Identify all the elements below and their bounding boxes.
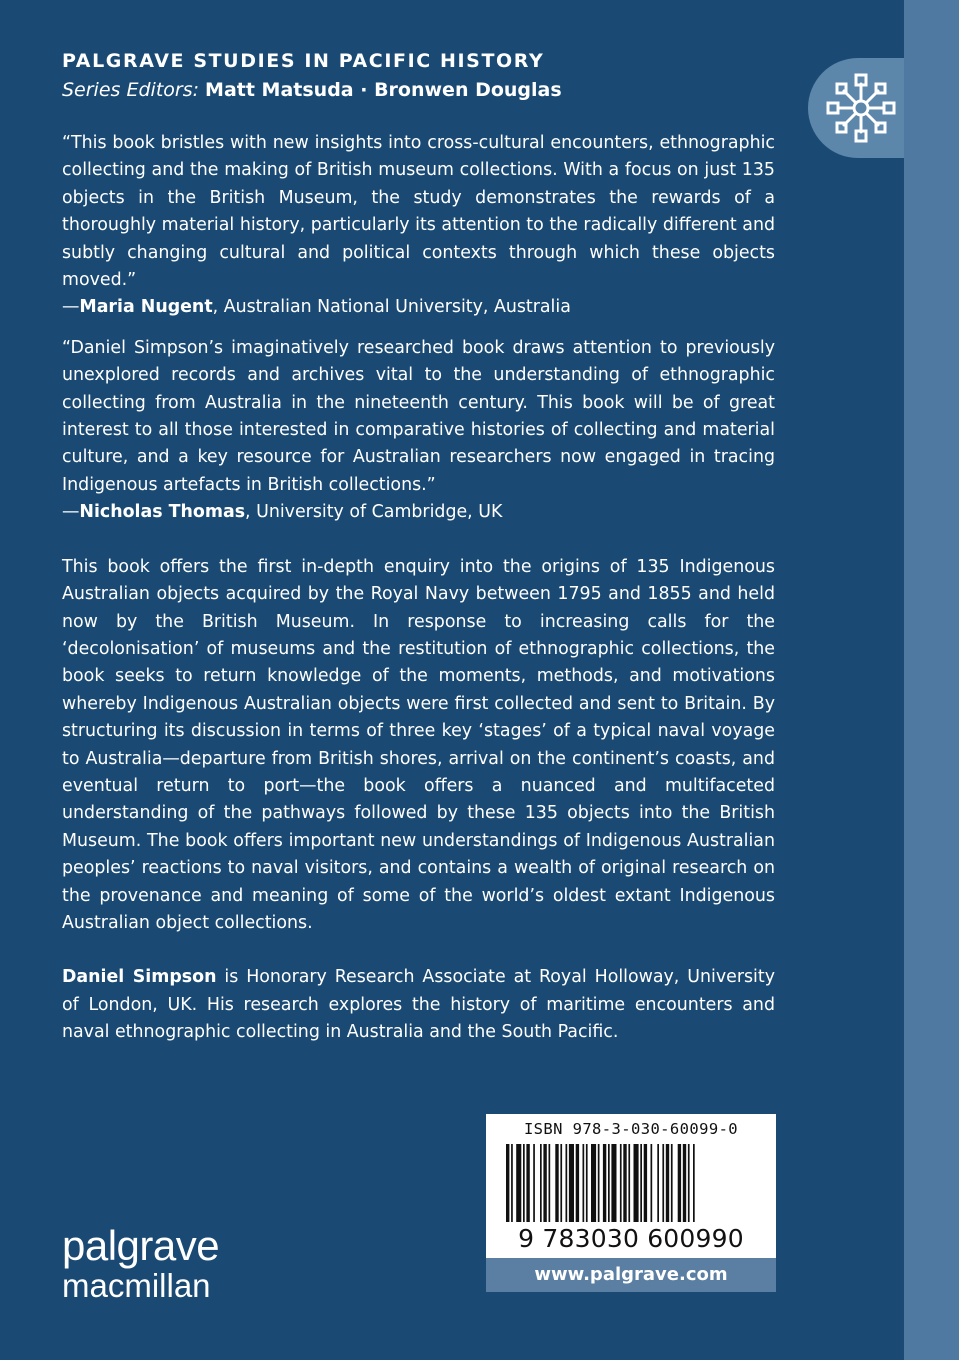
series-editors: [62, 79, 562, 101]
series-editors-label: Series Editors:: [62, 79, 199, 101]
endorser-name: Nicholas Thomas: [79, 502, 246, 523]
author-name: Daniel Simpson: [62, 967, 217, 988]
endorsement-attribution: —Maria Nugent, Australian National University, Australia: [62, 297, 571, 318]
barcode: [486, 1114, 776, 1258]
series-badge: [808, 58, 904, 158]
book-description: This book offers the first in-depth enquiry into the origins of 135 Indigenous Australian objects acquired by the Royal Navy between 1795 and 1855 and held now by the British Museum. In response to increasing calls for the ‘decolonisation’ of museums and the restitution of ethnographic collections, the book seeks to return knowledge of the moments, methods, and motivations whereby Indigenous Australian objects were first collected and sent to Britain. By structuring its discussion in terms of three key ‘stages’ of a typical naval voyage to Australia—departure from British shores, arrival on the continent’s coasts, and eventual return to port—the book offers a nuanced and multifaceted understanding of the pathways followed by these 135 objects into the British Museum. The book offers important new understandings of Indigenous Australian peoples’ reactions to naval visitors, and contains a wealth of original research on the provenance and meaning of some of the world’s oldest extant Indigenous Australian object collections.: [62, 556, 775, 933]
series-title: PALGRAVE STUDIES IN PACIFIC HISTORY: [62, 50, 545, 72]
barcode-bars: [506, 1144, 756, 1228]
series-editors-names: Matt Matsuda · Bronwen Douglas: [205, 79, 562, 101]
author-bio-text: is Honorary Research Associate at Royal Holloway, University of London, UK. His research explores the history of maritime encounters and naval ethnographic collecting in Australia and the South Pacific.: [62, 967, 775, 1043]
logo-line-1: palgrave: [62, 1222, 220, 1269]
spine-strip: [904, 0, 959, 1360]
barcode-number: 9 783030 600990: [518, 1224, 744, 1253]
isbn-label: ISBN 978-3-030-60099-0: [523, 1120, 739, 1138]
author-bio: [62, 964, 775, 1046]
endorsement-attribution: —Nicholas Thomas, University of Cambridge, UK: [62, 502, 503, 523]
publisher-logo: [62, 1224, 219, 1304]
endorser-name: Maria Nugent: [79, 297, 213, 318]
publisher-url: www.palgrave.com: [486, 1258, 776, 1292]
endorsement-quote: “This book bristles with new insights into cross-cultural encounters, ethnographic collecting and the making of British museum collections. With a focus on just 135 objects in the British Museum, the study demonstrates the rewards of a thoroughly material history, particularly its attention to the radically different and subtly changing cultural and political contexts through which these objects moved.”: [62, 133, 775, 291]
logo-line-2: macmillan: [62, 1267, 211, 1304]
back-cover-text: [62, 130, 775, 1047]
endorser-affiliation: , Australian National University, Australia: [212, 297, 571, 318]
endorsement-quote: “Daniel Simpson’s imaginatively researched book draws attention to previously unexplored records and archives vital to the understanding of ethnographic collecting from Australia in the nineteenth century. This book will be of great interest to all those interested in comparative histories of collecting and material culture, and a key resource for Australian researchers now engaged in tracing Indigenous artefacts in British collections.”: [62, 337, 775, 495]
network-star-icon: [822, 70, 900, 146]
endorser-affiliation: , University of Cambridge, UK: [245, 502, 503, 523]
